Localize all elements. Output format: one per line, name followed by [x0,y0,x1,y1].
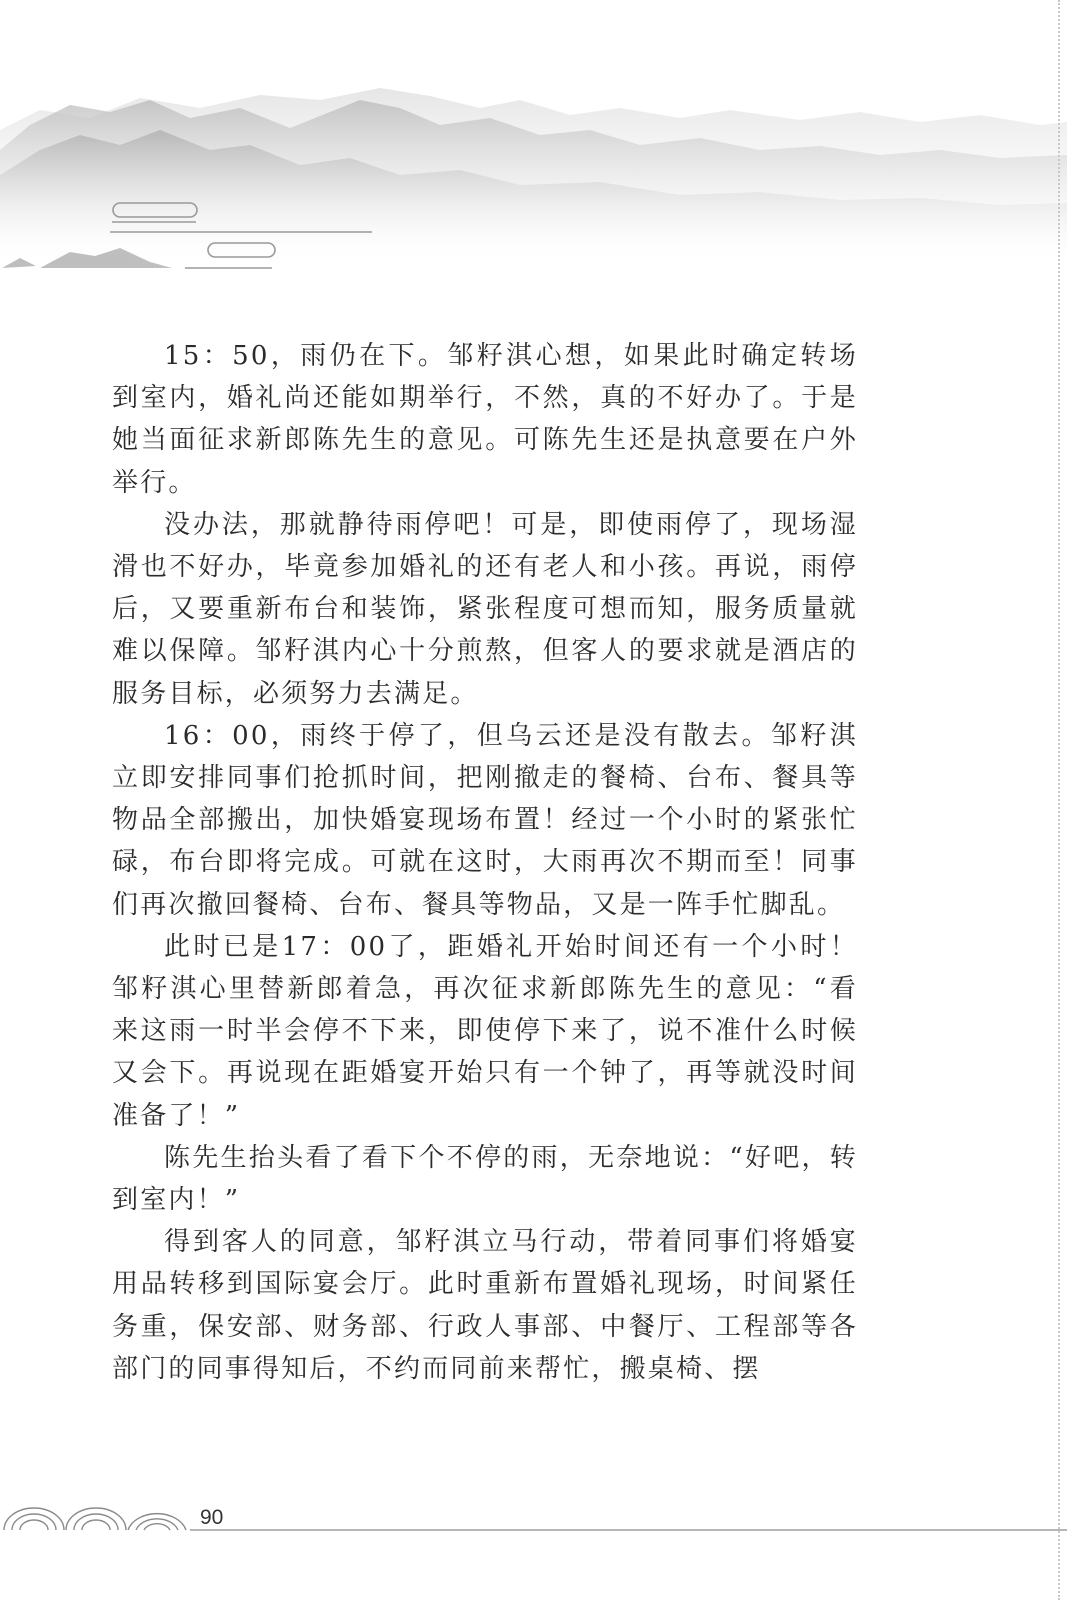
page-edge-dotted-border [1058,0,1060,1600]
paragraph: 16：00，雨终于停了，但乌云还是没有散去。邹籽淇立即安排同事们抢抓时间，把刚撤走的餐椅、台布、餐具等物品全部搬出，加快婚宴现场布置！经过一个小时的紧张忙碌，布台即将完成。可就在这时，大雨再次不期而至！同事们再次撤回餐椅、台布、餐具等物品，又是一阵手忙脚乱。 [112,720,858,920]
footer-wave-decoration [0,1500,1067,1540]
paragraph: 没办法，那就静待雨停吧！可是，即使雨停了，现场湿滑也不好办，毕竟参加婚礼的还有老人和小孩。再说，雨停后，又要重新布台和装饰，紧张程度可想而知，服务质量就难以保障。邹籽淇内心十分煎熬，但客人的要求就是酒店的服务目标，必须努力去满足。 [112,509,858,709]
page-number: 90 [200,1506,224,1529]
paragraph: 得到客人的同意，邹籽淇立马行动，带着同事们将婚宴用品转移到国际宴会厅。此时重新布置婚礼现场，时间紧任务重，保安部、财务部、行政人事部、中餐厅、工程部等各部门的同事得知后，不约而同前来帮忙，搬桌椅、摆 [112,1227,858,1384]
paragraph: 15：50，雨仍在下。邹籽淇心想，如果此时确定转场到室内，婚礼尚还能如期举行，不然，真的不好办了。于是她当面征求新郎陈先生的意见。可陈先生还是执意要在户外举行。 [112,341,858,498]
paragraph: 此时已是17：00了，距婚礼开始时间还有一个小时！邹籽淇心里替新郎着急，再次征求新郎陈先生的意见：“看来这雨一时半会停不下来，即使停下来了，说不准什么时候又会下。再说现在距婚宴开始只有一个钟了，再等就没时间准备了！” [112,931,858,1131]
body-text [112,335,858,1390]
header-landscape-decoration [0,0,1067,290]
paragraph: 陈先生抬头看了看下个不停的雨，无奈地说：“好吧，转到室内！” [112,1142,858,1216]
